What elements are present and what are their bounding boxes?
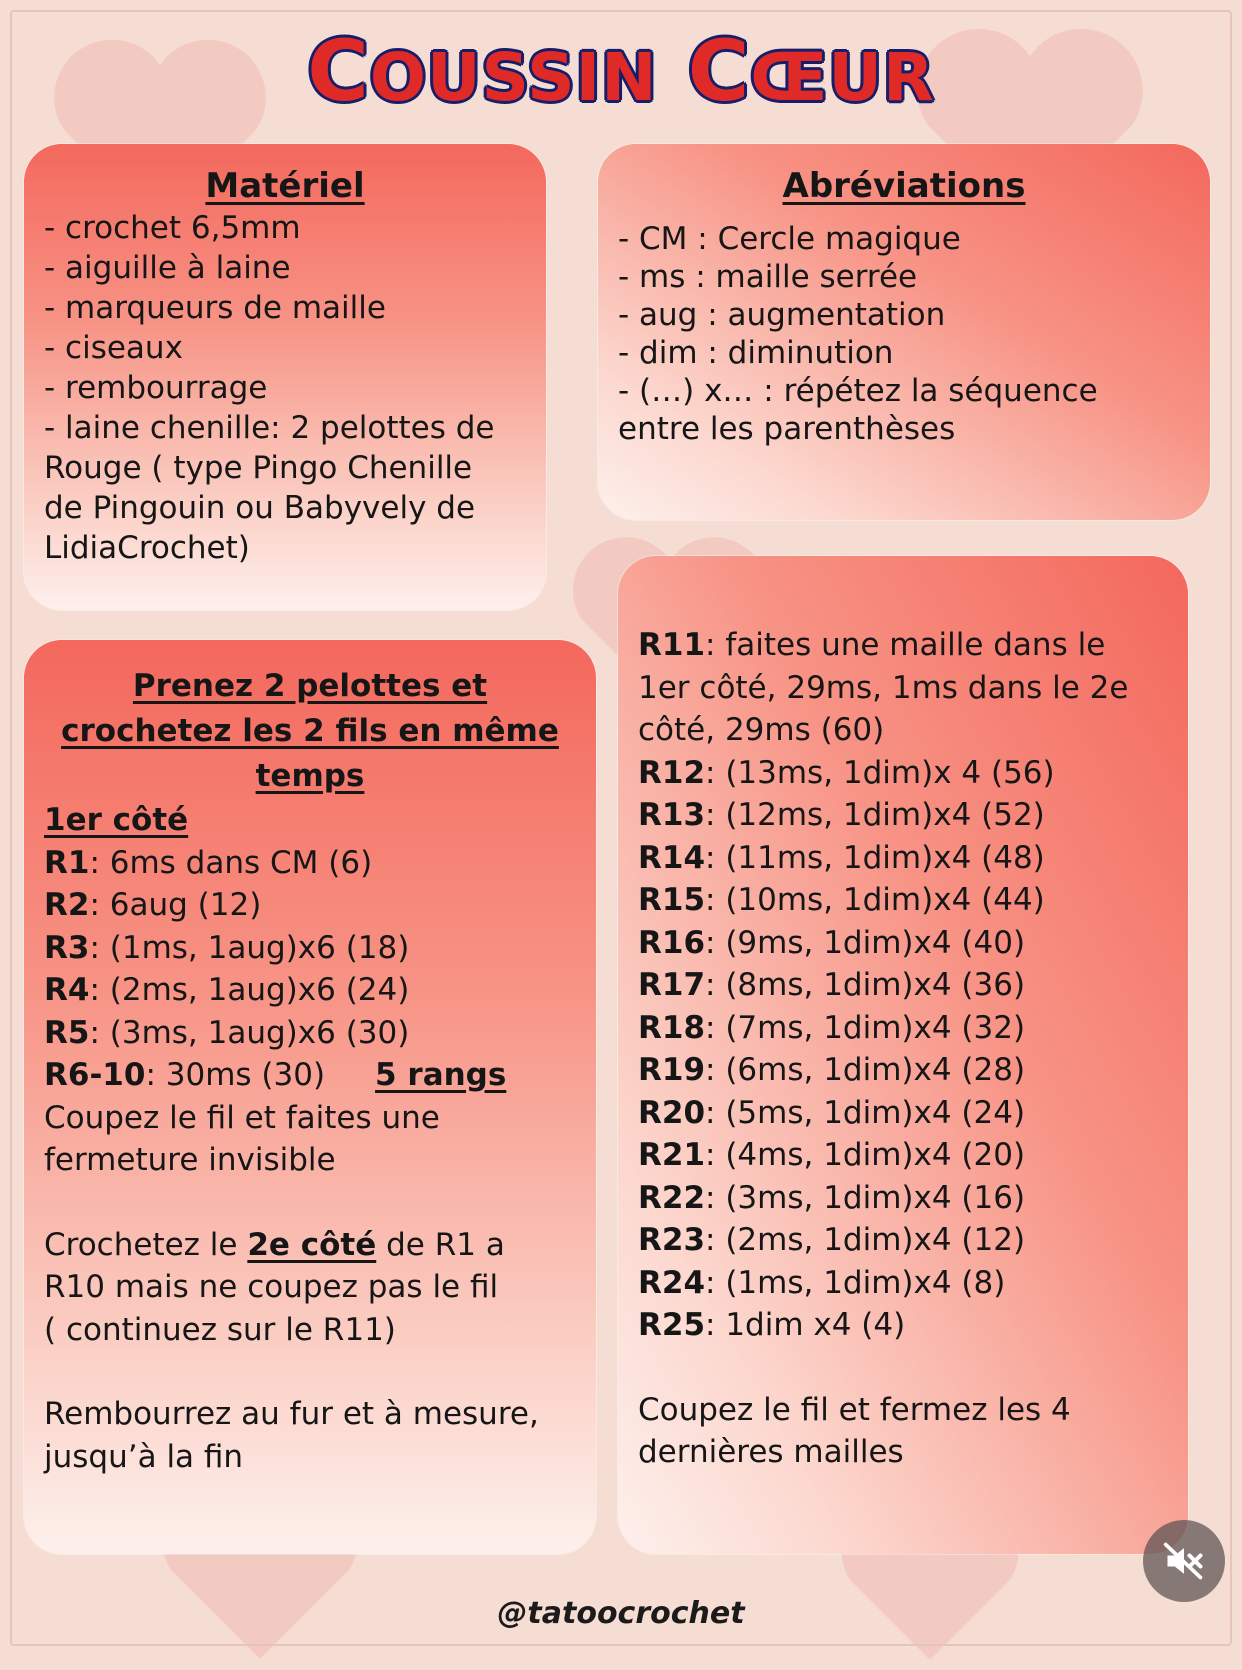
row-line: R13: (12ms, 1dim)x4 (52) — [638, 797, 1045, 833]
row-line: R21: (4ms, 1dim)x4 (20) — [638, 1137, 1026, 1173]
row-line: R18: (7ms, 1dim)x4 (32) — [638, 1009, 1026, 1046]
instruction-line: Rembourrez au fur et à mesure, — [44, 1396, 539, 1432]
second-part-card — [618, 556, 1188, 1554]
instruction-line: R10 mais ne coupez pas le fil — [44, 1269, 499, 1305]
row-line: R1: 6ms dans CM (6) — [44, 844, 373, 881]
row-line: R24: (1ms, 1dim)x4 (8) — [638, 1264, 1006, 1301]
row-line: R23: (2ms, 1dim)x4 (12) — [638, 1222, 1026, 1258]
row-line: R6-10: 30ms (30) 5 rangs — [44, 1057, 507, 1093]
materials-item: LidiaCrochet) — [44, 530, 250, 566]
mute-button[interactable] — [1143, 1520, 1225, 1602]
instruction-line: fermeture invisible — [44, 1142, 336, 1178]
materials-card — [24, 144, 546, 610]
row-line: R17: (8ms, 1dim)x4 (36) — [638, 967, 1026, 1003]
row-line: R5: (3ms, 1aug)x6 (30) — [44, 1014, 410, 1051]
materials-item: Rouge ( type Pingo Chenille — [44, 450, 473, 486]
row-line: R3: (1ms, 1aug)x6 (18) — [44, 929, 410, 966]
first-side-heading: Prenez 2 pelottes et crochetez les 2 fils en même temps — [61, 668, 559, 794]
row-line: côté, 29ms (60) — [638, 712, 885, 748]
page-title: COUSSIN CŒUR — [307, 22, 935, 120]
materials-item: - aiguille à laine — [44, 250, 291, 286]
abbreviation-item: - (…) x… : répétez la séquence — [618, 373, 1098, 409]
author-handle: @tatoocrochet — [497, 1596, 745, 1631]
row-line: R2: 6aug (12) — [44, 887, 262, 923]
second-part-rows — [638, 624, 1168, 1474]
first-side-rows — [44, 799, 576, 1478]
row-line: R19: (6ms, 1dim)x4 (28) — [638, 1052, 1026, 1088]
row-line: R16: (9ms, 1dim)x4 (40) — [638, 924, 1026, 961]
row-line: R20: (5ms, 1dim)x4 (24) — [638, 1094, 1026, 1131]
abbreviation-item: - aug : augmentation — [618, 297, 946, 333]
abbreviation-item: - CM : Cercle magique — [618, 221, 961, 257]
materials-item: - laine chenille: 2 pelottes de — [44, 410, 495, 446]
row-line: 1er côté, 29ms, 1ms dans le 2e — [638, 669, 1129, 706]
abbreviations-card — [598, 144, 1210, 520]
rows-count-note: 5 rangs — [375, 1057, 507, 1093]
materials-item: - marqueurs de maille — [44, 290, 386, 326]
side-label: 1er côté — [44, 802, 189, 838]
abbreviations-heading: Abréviations — [782, 166, 1026, 206]
instruction-line: Coupez le fil et faites une — [44, 1099, 440, 1136]
materials-item: - crochet 6,5mm — [44, 210, 301, 246]
row-line: R11: faites une maille dans le — [638, 627, 1106, 663]
abbreviation-item: - ms : maille serrée — [618, 259, 918, 295]
row-line: R22: (3ms, 1dim)x4 (16) — [638, 1179, 1026, 1216]
speaker-muted-icon — [1162, 1539, 1206, 1583]
instruction-line: Coupez le fil et fermez les 4 — [638, 1391, 1071, 1428]
abbreviation-item: - dim : diminution — [618, 335, 894, 371]
row-line: R4: (2ms, 1aug)x6 (24) — [44, 972, 410, 1008]
instruction-line: Crochetez le 2e côté de R1 a — [44, 1226, 505, 1263]
materials-list — [44, 208, 526, 568]
instruction-line: ( continuez sur le R11) — [44, 1311, 396, 1348]
row-line: R25: 1dim x4 (4) — [638, 1307, 906, 1343]
row-line: R14: (11ms, 1dim)x4 (48) — [638, 839, 1045, 876]
materials-item: - ciseaux — [44, 330, 183, 366]
abbreviations-list — [618, 220, 1190, 448]
abbreviation-item: entre les parenthèses — [618, 411, 956, 447]
row-line: R12: (13ms, 1dim)x 4 (56) — [638, 754, 1055, 791]
row-line: R15: (10ms, 1dim)x4 (44) — [638, 882, 1045, 918]
materials-heading: Matériel — [205, 166, 365, 206]
first-side-card — [24, 640, 596, 1554]
instruction-line: jusqu’à la fin — [44, 1438, 244, 1475]
materials-item: - rembourrage — [44, 370, 268, 406]
materials-item: de Pingouin ou Babyvely de — [44, 490, 476, 526]
instruction-line: dernières mailles — [638, 1434, 904, 1470]
